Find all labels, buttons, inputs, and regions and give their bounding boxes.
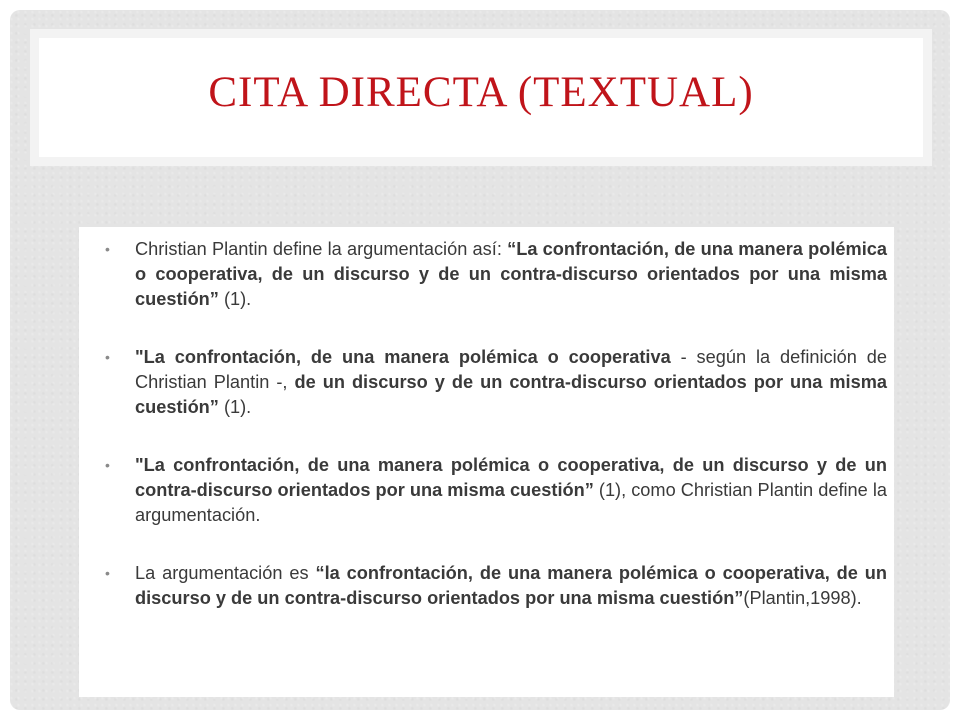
citation-segment: (Plantin,1998). bbox=[743, 588, 862, 608]
bullet-dot-icon: • bbox=[105, 565, 110, 581]
quote-segment: “La confrontación, de una manera polémica o cooperativa, de un discurso y de un contra-discurso orientados por una misma cuestión” bbox=[135, 239, 887, 309]
bullet-text bbox=[135, 239, 887, 309]
text-segment: (1), como Christian Plantin define la argumentación. bbox=[135, 480, 887, 525]
quote-segment: de un discurso y de un contra-discurso orientados por una misma cuestión” bbox=[135, 372, 887, 417]
bullet-text bbox=[135, 455, 887, 525]
bullet-dot-icon: • bbox=[105, 241, 110, 257]
text-segment: - según la definición de Christian Plantin -, bbox=[135, 347, 888, 392]
text-segment: La argumentación es bbox=[135, 563, 316, 583]
bullet-text bbox=[135, 347, 887, 417]
quote-segment: “la confrontación, de una manera polémica o cooperativa, de un discurso y de un contra-discurso orientados por una misma cuestión” bbox=[135, 563, 888, 608]
text-segment: Christian Plantin define la argumentación así: bbox=[135, 239, 508, 259]
citation-segment: (1). bbox=[218, 289, 252, 309]
citation-segment: (1). bbox=[218, 397, 252, 417]
quote-segment: "La confrontación, de una manera polémica o cooperativa, de un discurso y de un contra-discurso orientados por una misma cuestión” bbox=[135, 455, 887, 500]
bullet-item bbox=[99, 561, 887, 611]
slide-title: CITA DIRECTA (TEXTUAL) bbox=[208, 69, 754, 116]
bullet-dot-icon: • bbox=[105, 457, 110, 473]
title-box bbox=[30, 29, 932, 166]
bullet-item bbox=[99, 237, 887, 312]
bullet-item bbox=[99, 345, 887, 420]
bullet-dot-icon: • bbox=[105, 349, 110, 365]
quote-segment: "La confrontación, de una manera polémica o cooperativa bbox=[135, 347, 671, 367]
content-box bbox=[79, 227, 894, 697]
slide bbox=[10, 10, 950, 710]
bullet-list bbox=[99, 237, 887, 644]
bullet-text bbox=[135, 563, 887, 608]
bullet-item bbox=[99, 453, 887, 528]
